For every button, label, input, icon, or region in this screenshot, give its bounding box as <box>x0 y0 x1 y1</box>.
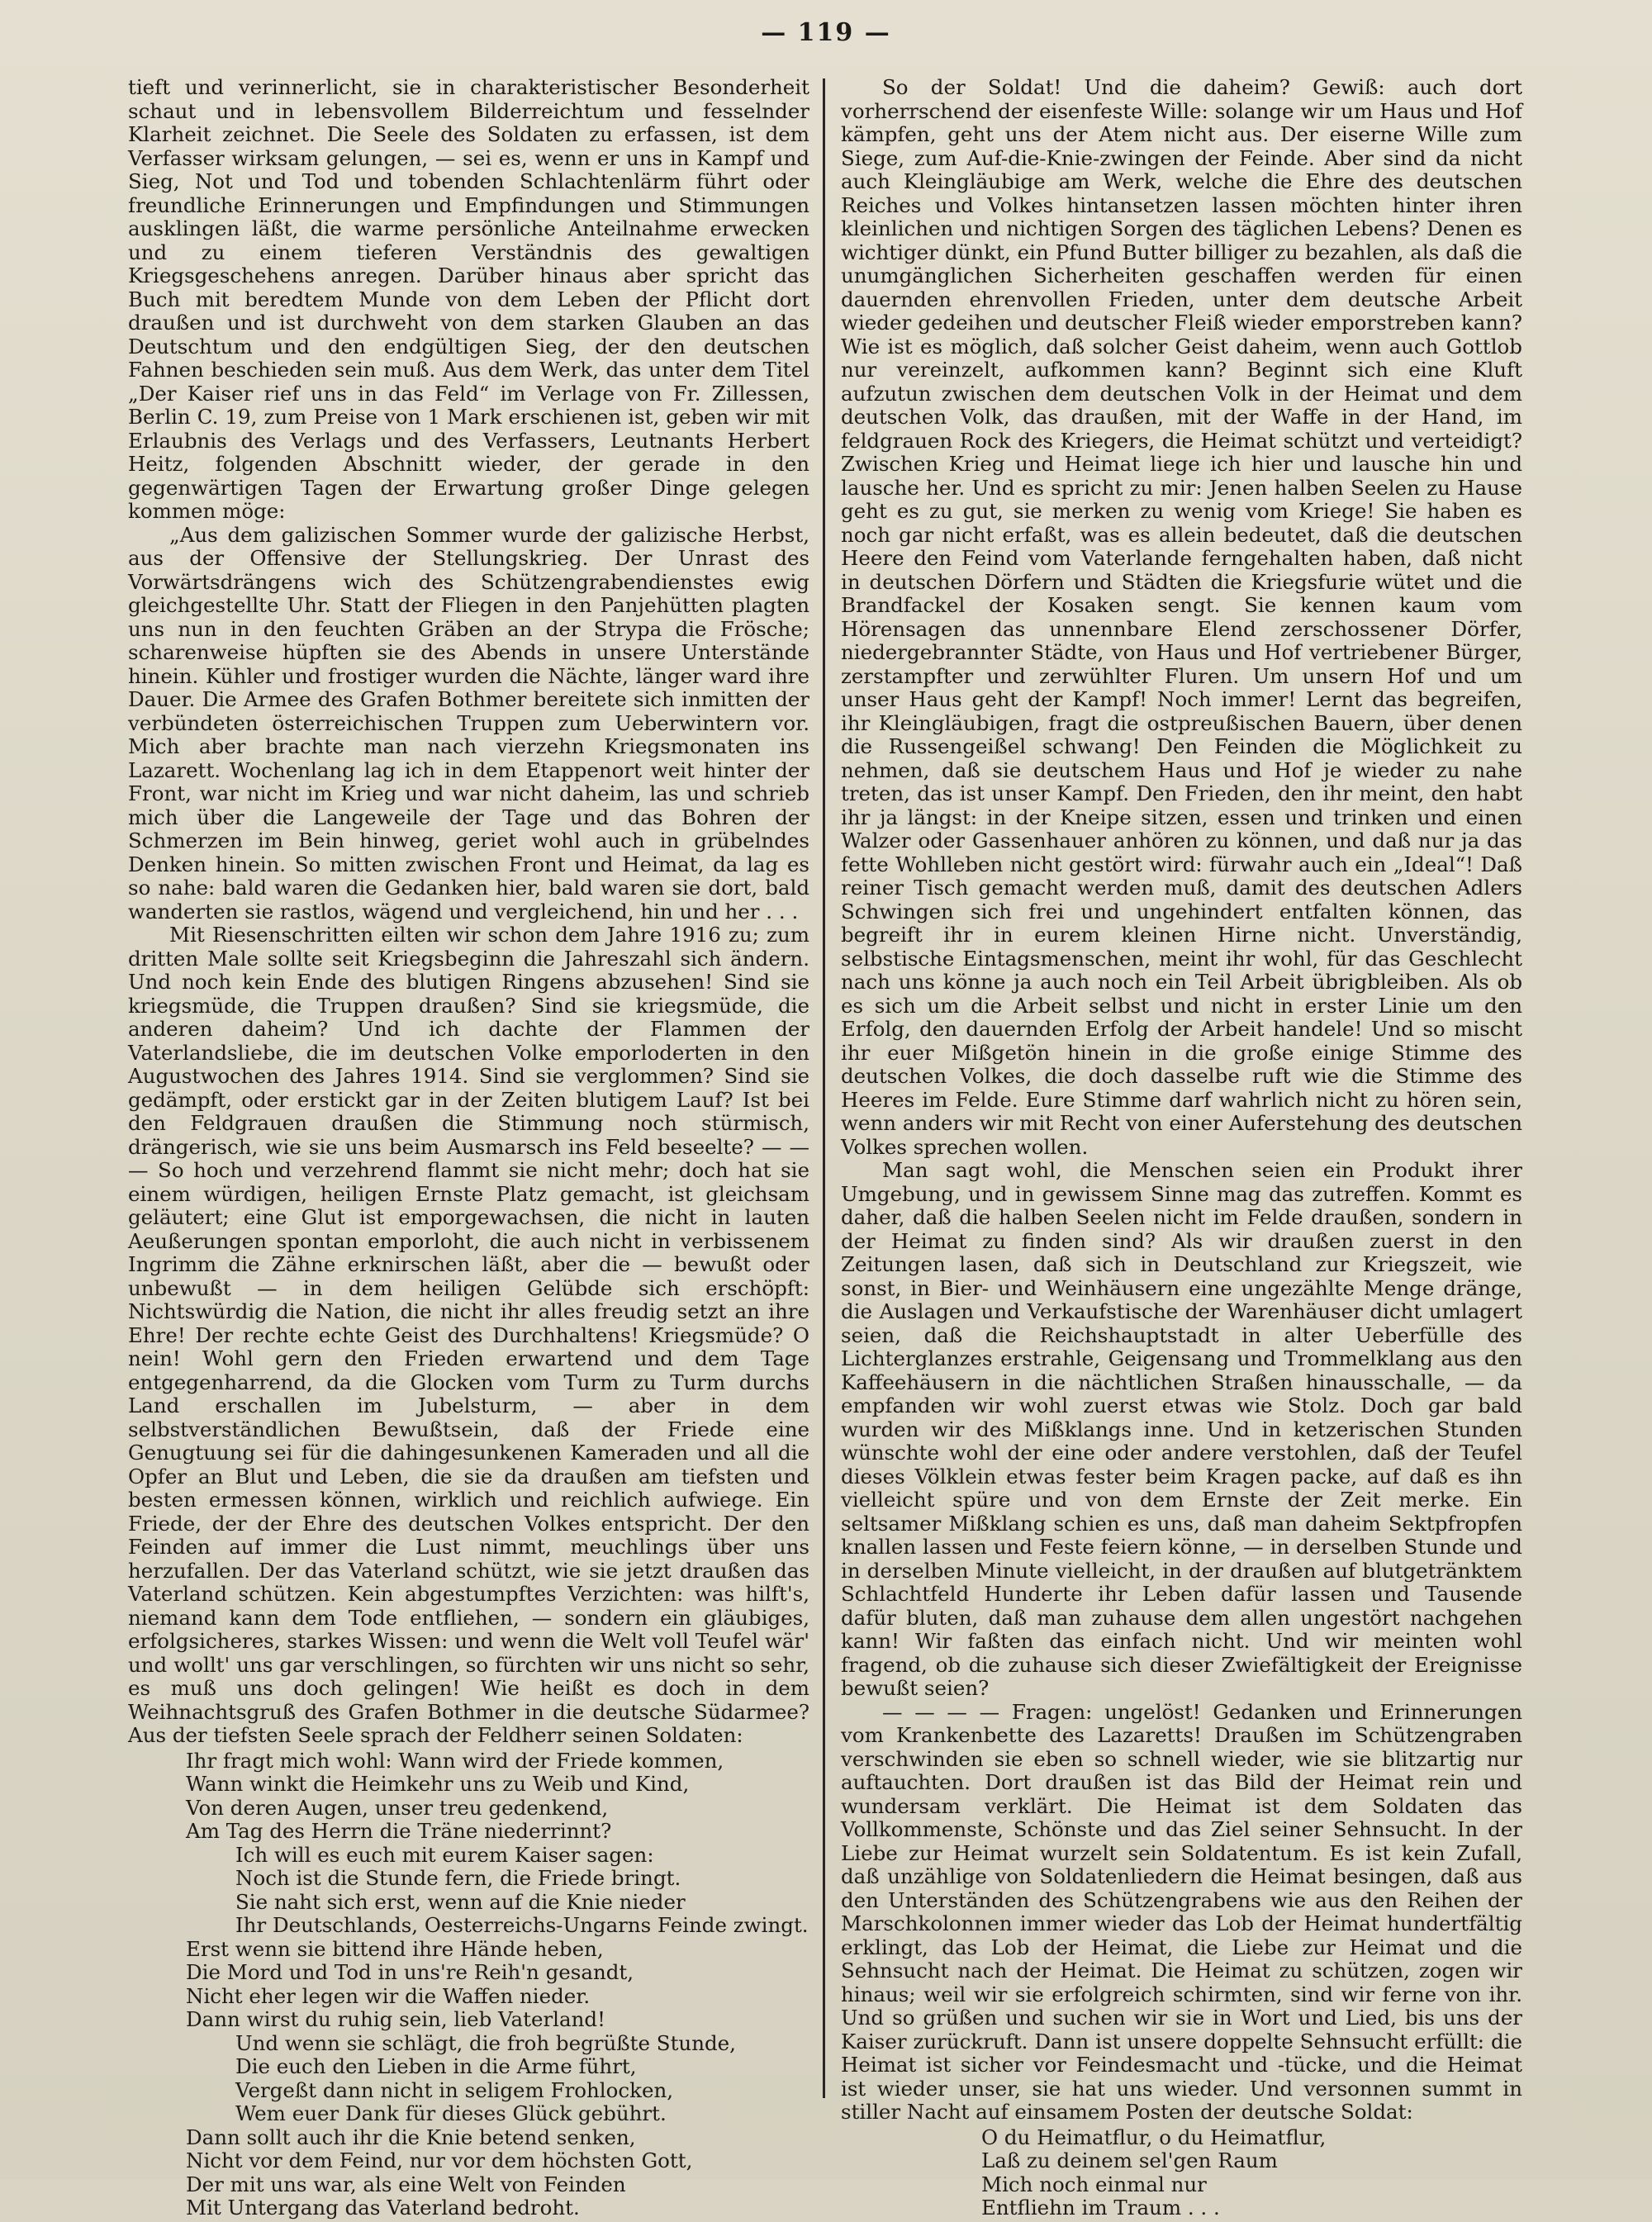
left-paragraph-3: Mit Riesenschritten eilten wir schon dem Jahre 1916 zu; zum dritten Male sollte seit Kriegsbeginn die Jahreszahl sich ändern. Und noch kein Ende des blutigen Ringens abzusehen! Sind sie kriegsmüde, die Truppen draußen? Sind sie kriegsmüde, die anderen daheim? Und ich dachte der Flammen der Vaterlandsliebe, die im deutschen Volke emporloderten in den Augustwochen des Jahres 1914. Sind sie verglommen? Sind sie gedämpft, oder erstickt gar in der Zeiten blutigem Lauf? Ist bei den Feldgrauen draußen die Stimmung noch stürmisch, drängerisch, wie sie uns beim Ausmarsch ins Feld beseelte? — — — So hoch und verzehrend flammt sie nicht mehr; doch hat sie einem würdigen, heiligen Ernste Platz gemacht, ist gleichsam geläutert; eine Glut ist emporgewachsen, die nicht in lauten Aeußerungen spontan emporloht, die auch nicht in verbissenem Ingrimm die Zähne erknirschen läßt, aber die — bewußt oder unbewußt — in dem heiligen Gelübde sich erschöpft: Nichtswürdig die Nation, die nicht ihr alles freudig setzt an ihre Ehre! Der rechte echte Geist des Durchhaltens! Kriegsmüde? O nein! Wohl gern den Frieden erwartend und dem Tage entgegenharrend, da die Glocken vom Turm zu Turm durchs Land erschallen im Jubelsturm, — aber in dem selbstverständlichen Bewußtsein, daß der Friede eine Genugtuung sei für die dahingesunkenen Kameraden und all die Opfer an Blut und Leben, die sie da draußen am tiefsten und besten ermessen können, wirklich und reichlich aufwiege. Ein Friede, der der Ehre des deutschen Volkes entspricht. Der den Feinden auf immer die Lust nimmt, meuchlings über uns herzufallen. Der das Vaterland schützt, wie sie jetzt draußen das Vaterland schützen. Kein abgestumpftes Verzichten: was hilft's, niemand kann dem Tode entfliehen, — sondern ein gläubiges, erfolgsicheres, starkes Wissen: und wenn die Welt voll Teufel wär' und wollt' uns gar verschlingen, so fürchten wir uns nicht so sehr, es muß uns doch gelingen! Wie heißt es doch in dem Weihnachtsgruß des Grafen Bothmer in die deutsche Südarmee? Aus der tiefsten Seele sprach der Feldherr seinen Soldaten: <box>128 923 809 1747</box>
poem-stanza <box>186 1750 809 1844</box>
poem-stanza <box>235 1844 809 1938</box>
poem-stanza <box>235 2032 809 2126</box>
poem-line: Ihr fragt mich wohl: Wann wird der Friede kommen, <box>186 1748 724 1773</box>
poem-line: Die euch den Lieben in die Arme führt, <box>235 2054 637 2078</box>
poem-line: Nicht eher legen wir die Waffen nieder. <box>186 1983 591 2008</box>
poem-line: Noch ist die Stunde fern, die Friede bringt. <box>235 1866 681 1890</box>
left-paragraph-1: tieft und verinnerlicht, sie in charakteristischer Besonderheit schaut und in lebensvollem Bilderreichtum und fesselnder Klarheit zeichnet. Die Seele des Soldaten zu erfassen, ist dem Verfasser wirksam gelungen, — sei es, wenn er uns in Kampf und Sieg, Not und Tod und tobenden Schlachtenlärm führt oder freundliche Erinnerungen und Empfindungen und Stimmungen ausklingen läßt, die warme persönliche Anteilnahme erwecken und zu einem tieferen Verständnis des gewaltigen Kriegsgeschehens anregen. Darüber hinaus aber spricht das Buch mit beredtem Munde von dem Leben der Pflicht dort draußen und ist durchweht von dem starken Glauben an das Deutschtum und den endgültigen Sieg, der den deutschen Fahnen beschieden sein muß. Aus dem Werk, das unter dem Titel „Der Kaiser rief uns in das Feld“ im Verlage von Fr. Zillessen, Berlin C. 19, zum Preise von 1 Mark erschienen ist, geben wir mit Erlaubnis des Verlags und des Verfassers, Leutnants Herbert Heitz, folgenden Abschnitt wieder, der gerade in den gegenwärtigen Tagen der Erwartung großer Dinge gelegen kommen möge: <box>128 75 809 523</box>
poem-line: Entfliehn im Traum . . . <box>981 2196 1220 2220</box>
poem-line: Mit Untergang das Vaterland bedroht. <box>186 2196 580 2220</box>
right-column <box>841 76 1522 2222</box>
poem-line: Wem euer Dank für dieses Glück gebührt. <box>235 2101 667 2125</box>
poem-line: Vergeßt dann nicht in seligem Frohlocken, <box>235 2077 674 2102</box>
poem-line: Erst wenn sie bittend ihre Hände heben, <box>186 1936 604 1961</box>
poem-line: Nicht vor dem Feind, nur vor dem höchsten Gott, <box>186 2148 693 2172</box>
poem-line: Dann sollt auch ihr die Knie betend senken, <box>186 2125 636 2149</box>
poem-line: Der mit uns war, als eine Welt von Feinden <box>186 2172 626 2196</box>
poem-line: Laß zu deinem sel'gen Raum <box>981 2148 1278 2172</box>
poem-line: O du Heimatflur, o du Heimatflur, <box>981 2125 1327 2149</box>
right-paragraph-1: So der Soldat! Und die daheim? Gewiß: auch dort vorherrschend der eisenfeste Wille: solange wir um Haus und Hof kämpfen, geht uns der Atem nicht aus. Der eiserne Wille zum Siege, zum Auf-die-Knie-zwingen der Feinde. Aber sind da nicht auch Kleingläubige am Werk, welche die Ehre des deutschen Reiches und Volkes hintansetzen lassen möchten hinter ihren kleinlichen und nichtigen Sorgen des täglichen Lebens? Denen es wichtiger dünkt, ein Pfund Butter billiger zu bezahlen, als daß die unumgänglichen Sicherheiten geschaffen werden für einen dauernden ehrenvollen Frieden, unter dem deutsche Arbeit wieder gedeihen und deutscher Fleiß wieder emporstreben kann? Wie ist es möglich, daß solcher Geist daheim, wenn auch Gottlob nur vereinzelt, aufkommen kann? Beginnt sich eine Kluft aufzutun zwischen dem deutschen Volk in der Heimat und dem deutschen Volk, das draußen, mit der Waffe in der Hand, im feldgrauen Rock des Kriegers, die Heimat schützt und verteidigt? Zwischen Krieg und Heimat liege ich hier und lausche hin und lausche her. Und es spricht zu mir: Jenen halben Seelen zu Hause geht es zu gut, sie merken zu wenig vom Kriege! Sie haben es noch gar nicht erfaßt, was es allein bedeutet, daß die deutschen Heere den Feind vom Vaterlande ferngehalten haben, daß nicht in deutschen Dörfern und Städten die Kriegsfurie wütet und die Brandfackel der Kosaken sengt. Sie kennen kaum vom Hörensagen das unnennbare Elend zerschossener Dörfer, niedergebrannter Städte, von Haus und Hof vertriebener Bürger, zerstampfter und zerwühlter Fluren. Um unsern Hof und um unser Haus geht der Kampf! Noch immer! Lernt das begreifen, ihr Kleingläubigen, fragt die ostpreußischen Bauern, über denen die Russengeißel schwang! Den Feinden die Möglichkeit zu nehmen, daß sie deutschem Haus und Hof je wieder zu nahe treten, das ist unser Kampf. Den Frieden, den ihr meint, den habt ihr ja längst: in der Kneipe sitzen, essen und trinken und einen Walzer oder Gassenhauer anhören zu können, und daß nur ja das fette Wohlleben nicht gestört wird: fürwahr auch ein „Ideal“! Daß reiner Tisch gemacht werden muß, damit des deutschen Adlers Schwingen sich frei und ungehindert entfalten können, das begreift ihr in eurem kleinen Hirne nicht. Unverständig, selbstische Eintagsmenschen, meint ihr wohl, für das Geschlecht nach uns könne ja auch noch ein Teil Arbeit übrigbleiben. Als ob es sich um die Arbeit selbst und nicht in erster Linie um den Erfolg, den dauernden Erfolg der Arbeit handele! Und so mischt ihr euer Mißgetön hinein in die große einige Stimme des deutschen Volkes, die doch dasselbe ruft wie die Stimme des Heeres im Felde. Eure Stimme darf wahrlich nicht zu hören sein, wenn anders wir mit Recht von einer Auferstehung des deutschen Volkes sprechen wollen. <box>841 75 1522 1159</box>
poem-line: Sie naht sich erst, wenn auf die Knie nieder <box>235 1889 686 1914</box>
left-paragraph-2: „Aus dem galizischen Sommer wurde der galizische Herbst, aus der Offensive der Stellungskrieg. Der Unrast des Vorwärtsdrängens wich des Schützengrabendienstes ewig gleichgestellte Uhr. Statt der Fliegen in den Panjehütten plagten uns nun in den feuchten Gräben an der Strypa die Frösche; scharenweise hüpften sie des Abends in unsere Unterstände hinein. Kühler und frostiger wurden die Nächte, länger ward ihre Dauer. Die Armee des Grafen Bothmer bereitete sich inmitten der verbündeten österreichischen Truppen zum Ueberwintern vor. Mich aber brachte man nach vierzehn Kriegsmonaten ins Lazarett. Wochenlang lag ich in dem Etappenort weit hinter der Front, war nicht im Krieg und war nicht daheim, las und schrieb mich über die Langeweile der Tage und das Bohren der Schmerzen im Bein hinweg, geriet wohl auch in grübelndes Denken hinein. So mitten zwischen Front und Heimat, da lag es so nahe: bald waren die Gedanken hier, bald waren sie dort, bald wanderten sie rastlos, wägend und vergleichend, hin und her . . . <box>128 522 809 923</box>
poem-line: Ihr Deutschlands, Oesterreichs-Ungarns Feinde zwingt. <box>235 1913 809 1937</box>
poem-line: Ich will es euch mit eurem Kaiser sagen: <box>235 1842 654 1867</box>
poem-line: Und wenn sie schlägt, die froh begrüßte Stunde, <box>235 2030 736 2055</box>
left-column <box>128 76 809 2222</box>
right-paragraph-3: — — — — Fragen: ungelöst! Gedanken und Erinnerungen vom Krankenbette des Lazaretts! Draußen im Schützengraben verschwinden sie eben so schnell wieder, wie sie blitzartig nur auftauchten. Dort draußen ist das Bild der Heimat rein und wundersam verklärt. Die Heimat ist dem Soldaten das Vollkommenste, Schönste und das Ziel seiner Sehnsucht. In der Liebe zur Heimat wurzelt sein Soldatentum. Es ist kein Zufall, daß unzählige von Soldatenliedern die Heimat besingen, daß aus den Unterständen des Schützengrabens wie aus den Reihen der Marschkolonnen immer wieder das Lob der Heimat hundertfältig erklingt, das Lob der Heimat, die Liebe zur Heimat und die Sehnsucht nach der Heimat. Die Heimat zu schützen, zogen wir hinaus; weil wir sie erfolgreich schirmten, sind wir ferne von ihr. Und so grüßen und suchen wir sie in Wort und Lied, bis uns der Kaiser zurückruft. Dann ist unsere doppelte Sehnsucht erfüllt: die Heimat ist sicher vor Feindesmacht und -tücke, und die Heimat ist wieder unser, sie hat uns wieder. Und versonnen summt in stiller Nacht auf einsamem Posten der deutsche Soldat: <box>841 1699 1522 2124</box>
column-divider <box>823 78 825 2098</box>
right-poem <box>981 2126 1522 2220</box>
poem-line: Mich noch einmal nur <box>981 2172 1207 2196</box>
poem-stanza <box>186 2126 809 2220</box>
poem-line: Von deren Augen, unser treu gedenkend, <box>186 1795 609 1820</box>
page-number: — 119 — <box>761 18 891 47</box>
poem-stanza <box>186 1938 809 2032</box>
right-paragraph-2: Man sagt wohl, die Menschen seien ein Produkt ihrer Umgebung, und in gewissem Sinne mag das zutreffen. Kommt es daher, daß die halben Seelen nicht im Felde draußen, sondern in der Heimat zu finden sind? Als wir draußen zuerst in den Zeitungen lasen, daß sich in Deutschland zur Kriegszeit, wie sonst, in Bier- und Weinhäusern eine ungezählte Menge dränge, die Auslagen und Verkaufstische der Warenhäuser dicht umlagert seien, daß die Reichshauptstadt in alter Ueberfülle des Lichterglanzes erstrahle, Geigensang und Trommelklang aus den Kaffeehäusern in die nächtlichen Straßen hinausschalle, — da empfanden wir wohl zuerst etwas wie Stolz. Doch gar bald wurden wir des Mißklangs inne. Und in ketzerischen Stunden wünschte wohl der eine oder andere verstohlen, daß der Teufel dieses Völklein etwas fester beim Kragen packe, auf daß es ihn vielleicht spüre und von dem Ernste der Zeit merke. Ein seltsamer Mißklang schien es uns, daß man daheim Sektpfropfen knallen lassen und Feste feiern könne, — in derselben Stunde und in derselben Minute vielleicht, in der draußen auf blutgetränktem Schlachtfeld Hunderte ihr Leben dafür lassen und Tausende dafür bluten, daß man zuhause dem allen ungestört nachgehen kann! Wir faßten das einfach nicht. Und wir meinten wohl fragend, ob die zuhause sich dieser Zwiefältigkeit der Ereignisse bewußt seien? <box>841 1158 1522 1700</box>
left-poem <box>186 1750 809 2220</box>
poem-line: Am Tag des Herrn die Träne niederrinnt? <box>186 1819 612 1843</box>
poem-line: Wann winkt die Heimkehr uns zu Weib und Kind, <box>186 1772 690 1796</box>
poem-line: Dann wirst du ruhig sein, lieb Vaterland! <box>186 2007 605 2031</box>
poem-line: Die Mord und Tod in uns're Reih'n gesandt, <box>186 1960 634 1984</box>
